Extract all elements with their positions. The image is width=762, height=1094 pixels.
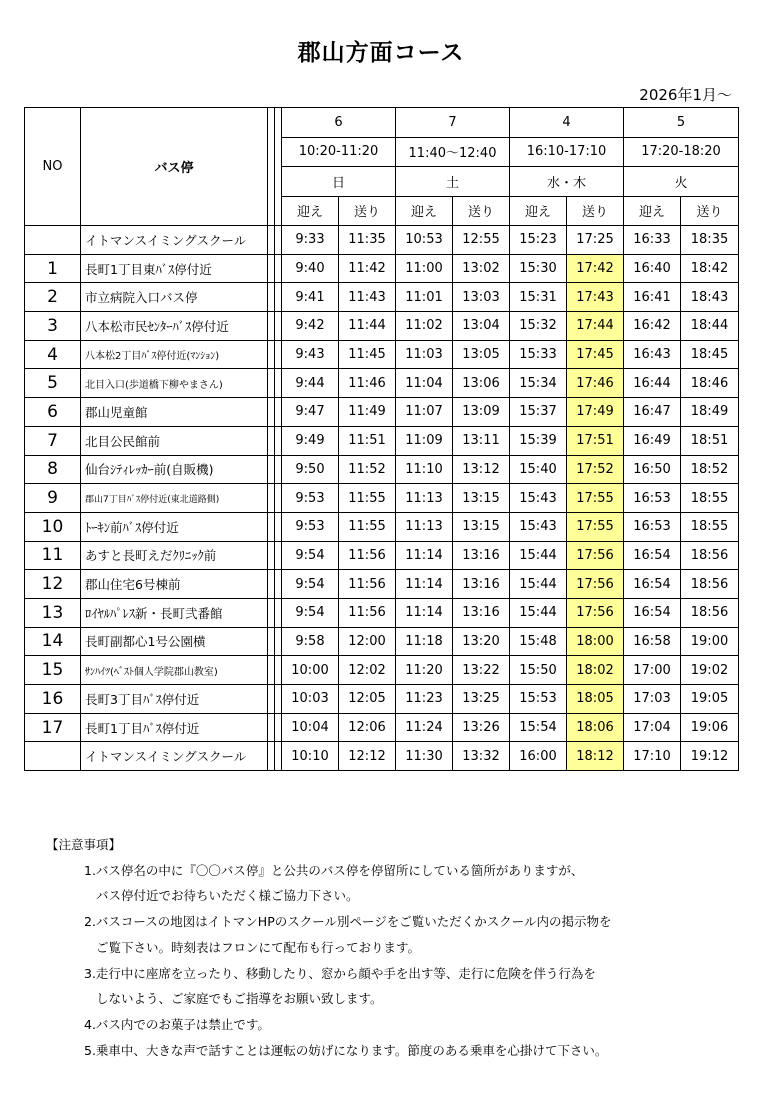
pickup-time: 11:07 [396, 398, 453, 427]
no-header: NO [25, 108, 81, 226]
dropoff-time: 18:00 [567, 627, 624, 656]
dropoff-time: 17:42 [567, 254, 624, 283]
stop-number: 17 [25, 713, 81, 742]
stop-number: 12 [25, 570, 81, 599]
pickup-time: 11:13 [396, 484, 453, 513]
pickup-time: 16:42 [624, 312, 681, 341]
table-row [25, 541, 739, 570]
dropoff-time: 18:05 [567, 685, 624, 714]
dropoff-time: 11:49 [339, 398, 396, 427]
table-row [25, 685, 739, 714]
table-row [25, 656, 739, 685]
separator [275, 541, 282, 570]
pickup-time: 17:03 [624, 685, 681, 714]
stop-number: 13 [25, 598, 81, 627]
pickup-time: 9:40 [282, 254, 339, 283]
pickup-time: 11:24 [396, 713, 453, 742]
pickup-time: 17:00 [624, 656, 681, 685]
dropoff-time: 19:00 [681, 627, 739, 656]
dropoff-time: 18:52 [681, 455, 739, 484]
dropoff-time: 13:02 [453, 254, 510, 283]
stop-number: 15 [25, 656, 81, 685]
note-line: 2.バスコースの地図はイトマンHPのスクール別ページをご覧いただくかスクール内の掲示物を [84, 914, 612, 930]
dropoff-time: 18:56 [681, 541, 739, 570]
separator [268, 541, 275, 570]
course-day: 日 [282, 167, 396, 197]
stop-number [25, 742, 81, 771]
pickup-time: 10:03 [282, 685, 339, 714]
note-line: バス停付近でお待ちいただく様ご協力下さい。 [96, 888, 359, 904]
note-line: しないよう、ご家庭でもご指導をお願い致します。 [96, 991, 383, 1007]
dropoff-time: 13:04 [453, 312, 510, 341]
dropoff-header: 送り [567, 196, 624, 226]
pickup-time: 17:04 [624, 713, 681, 742]
pickup-header: 迎え [282, 196, 339, 226]
table-row [25, 742, 739, 771]
pickup-time: 16:40 [624, 254, 681, 283]
effective-date: 2026年1月～ [639, 86, 732, 104]
pickup-time: 9:50 [282, 455, 339, 484]
pickup-header: 迎え [510, 196, 567, 226]
pickup-time: 15:40 [510, 455, 567, 484]
table-row [25, 369, 739, 398]
dropoff-time: 11:44 [339, 312, 396, 341]
separator [268, 627, 275, 656]
separator [268, 226, 275, 255]
separator [268, 340, 275, 369]
stop-name: 八本松2丁目ﾊﾞｽ停付近(ﾏﾝｼｮﾝ) [81, 340, 268, 369]
dropoff-time: 17:55 [567, 484, 624, 513]
separator [268, 426, 275, 455]
pickup-time: 15:44 [510, 541, 567, 570]
dropoff-time: 17:52 [567, 455, 624, 484]
pickup-time: 15:43 [510, 484, 567, 513]
pickup-time: 16:44 [624, 369, 681, 398]
separator [275, 340, 282, 369]
dropoff-time: 17:43 [567, 283, 624, 312]
pickup-time: 9:33 [282, 226, 339, 255]
pickup-time: 16:53 [624, 512, 681, 541]
stop-name: 長町副都心1号公園横 [81, 627, 268, 656]
course-number: 7 [396, 108, 510, 138]
dropoff-time: 13:06 [453, 369, 510, 398]
pickup-time: 15:33 [510, 340, 567, 369]
pickup-time: 16:47 [624, 398, 681, 427]
course-number: 6 [282, 108, 396, 138]
dropoff-time: 18:44 [681, 312, 739, 341]
note-line: ご覧下さい。時刻表はフロンにて配布も行っております。 [96, 939, 421, 955]
pickup-time: 10:00 [282, 656, 339, 685]
course-day: 火 [624, 167, 739, 197]
pickup-time: 15:39 [510, 426, 567, 455]
dropoff-time: 11:51 [339, 426, 396, 455]
separator [275, 512, 282, 541]
pickup-time: 11:10 [396, 455, 453, 484]
pickup-time: 16:58 [624, 627, 681, 656]
dropoff-time: 11:46 [339, 369, 396, 398]
stop-header: バス停 [81, 108, 268, 226]
pickup-time: 11:01 [396, 283, 453, 312]
pickup-time: 9:54 [282, 541, 339, 570]
stop-number: 10 [25, 512, 81, 541]
stop-number: 9 [25, 484, 81, 513]
pickup-time: 16:53 [624, 484, 681, 513]
separator [275, 108, 282, 226]
stop-name: 郡山児童館 [81, 398, 268, 427]
dropoff-time: 11:55 [339, 484, 396, 513]
separator [275, 283, 282, 312]
dropoff-time: 19:05 [681, 685, 739, 714]
pickup-time: 11:02 [396, 312, 453, 341]
page-title: 郡山方面コース [297, 40, 465, 66]
pickup-time: 15:54 [510, 713, 567, 742]
pickup-time: 9:42 [282, 312, 339, 341]
table-row [25, 484, 739, 513]
pickup-time: 11:14 [396, 598, 453, 627]
pickup-time: 9:49 [282, 426, 339, 455]
course-time: 10:20-11:20 [282, 137, 396, 167]
separator [268, 455, 275, 484]
separator [275, 455, 282, 484]
pickup-time: 16:41 [624, 283, 681, 312]
dropoff-time: 13:15 [453, 512, 510, 541]
dropoff-time: 13:16 [453, 570, 510, 599]
dropoff-time: 12:06 [339, 713, 396, 742]
dropoff-time: 18:55 [681, 484, 739, 513]
pickup-time: 15:23 [510, 226, 567, 255]
pickup-time: 15:32 [510, 312, 567, 341]
separator [268, 484, 275, 513]
course-number: 4 [510, 108, 624, 138]
table-row [25, 312, 739, 341]
stop-number: 14 [25, 627, 81, 656]
dropoff-time: 12:02 [339, 656, 396, 685]
pickup-time: 11:30 [396, 742, 453, 771]
pickup-time: 16:54 [624, 598, 681, 627]
stop-number: 4 [25, 340, 81, 369]
pickup-time: 9:47 [282, 398, 339, 427]
dropoff-time: 13:32 [453, 742, 510, 771]
course-time: 16:10-17:10 [510, 137, 624, 167]
note-line: 3.走行中に座席を立ったり、移動したり、窓から顔や手を出す等、走行に危険を伴う行為を [84, 965, 596, 981]
pickup-time: 16:43 [624, 340, 681, 369]
separator [275, 656, 282, 685]
pickup-time: 15:34 [510, 369, 567, 398]
dropoff-time: 18:43 [681, 283, 739, 312]
pickup-time: 17:10 [624, 742, 681, 771]
table-row [25, 713, 739, 742]
dropoff-header: 送り [453, 196, 510, 226]
stop-name: 八本松市民ｾﾝﾀｰﾊﾞｽ停付近 [81, 312, 268, 341]
separator [268, 108, 275, 226]
dropoff-time: 12:05 [339, 685, 396, 714]
notes-section [46, 832, 612, 1063]
pickup-time: 11:18 [396, 627, 453, 656]
pickup-time: 11:20 [396, 656, 453, 685]
table-row [25, 455, 739, 484]
stop-number: 1 [25, 254, 81, 283]
separator [268, 512, 275, 541]
pickup-time: 16:54 [624, 570, 681, 599]
stop-name: ﾛｲﾔﾙﾊﾟﾚｽ新・長町弐番館 [81, 598, 268, 627]
pickup-time: 15:53 [510, 685, 567, 714]
dropoff-time: 13:16 [453, 541, 510, 570]
dropoff-time: 18:35 [681, 226, 739, 255]
dropoff-time: 11:42 [339, 254, 396, 283]
dropoff-time: 13:12 [453, 455, 510, 484]
pickup-time: 9:54 [282, 598, 339, 627]
stop-number: 2 [25, 283, 81, 312]
pickup-time: 11:13 [396, 512, 453, 541]
separator [268, 369, 275, 398]
dropoff-time: 17:49 [567, 398, 624, 427]
pickup-time: 11:14 [396, 570, 453, 599]
pickup-time: 15:31 [510, 283, 567, 312]
table-row [25, 426, 739, 455]
stop-name: あすと長町えだｸﾘﾆｯｸ前 [81, 541, 268, 570]
note-line: 5.乗車中、大きな声で話すことは運転の妨げになります。節度のある乗車を心掛けて下さい。 [84, 1042, 608, 1058]
dropoff-time: 11:45 [339, 340, 396, 369]
dropoff-time: 13:11 [453, 426, 510, 455]
pickup-time: 9:53 [282, 512, 339, 541]
dropoff-time: 11:55 [339, 512, 396, 541]
stop-number [25, 226, 81, 255]
dropoff-time: 11:56 [339, 570, 396, 599]
pickup-time: 16:50 [624, 455, 681, 484]
separator [268, 656, 275, 685]
dropoff-time: 18:49 [681, 398, 739, 427]
pickup-time: 15:50 [510, 656, 567, 685]
separator [275, 713, 282, 742]
separator [275, 369, 282, 398]
dropoff-time: 17:51 [567, 426, 624, 455]
dropoff-time: 17:45 [567, 340, 624, 369]
pickup-time: 9:41 [282, 283, 339, 312]
pickup-time: 16:49 [624, 426, 681, 455]
course-day: 水・木 [510, 167, 624, 197]
stop-number: 7 [25, 426, 81, 455]
pickup-header: 迎え [396, 196, 453, 226]
dropoff-time: 13:20 [453, 627, 510, 656]
separator [268, 713, 275, 742]
stop-number: 5 [25, 369, 81, 398]
dropoff-time: 18:55 [681, 512, 739, 541]
pickup-time: 11:14 [396, 541, 453, 570]
separator [275, 685, 282, 714]
pickup-time: 16:00 [510, 742, 567, 771]
separator [268, 742, 275, 771]
pickup-time: 15:43 [510, 512, 567, 541]
pickup-time: 11:23 [396, 685, 453, 714]
separator [268, 283, 275, 312]
dropoff-time: 17:25 [567, 226, 624, 255]
dropoff-header: 送り [339, 196, 396, 226]
dropoff-time: 11:56 [339, 598, 396, 627]
stop-name: 長町3丁目ﾊﾞｽ停付近 [81, 685, 268, 714]
pickup-time: 10:10 [282, 742, 339, 771]
stop-name: 郡山7丁目ﾊﾞｽ停付近(東北道路側) [81, 484, 268, 513]
dropoff-time: 19:12 [681, 742, 739, 771]
table-row [25, 627, 739, 656]
dropoff-time: 11:52 [339, 455, 396, 484]
separator [275, 254, 282, 283]
course-number: 5 [624, 108, 739, 138]
pickup-time: 15:37 [510, 398, 567, 427]
dropoff-time: 13:05 [453, 340, 510, 369]
dropoff-time: 17:44 [567, 312, 624, 341]
stop-name: ﾄｰｷﾝ前ﾊﾞｽ停付近 [81, 512, 268, 541]
dropoff-time: 18:02 [567, 656, 624, 685]
dropoff-time: 17:56 [567, 541, 624, 570]
table-row [25, 254, 739, 283]
dropoff-time: 13:16 [453, 598, 510, 627]
pickup-header: 迎え [624, 196, 681, 226]
dropoff-time: 11:35 [339, 226, 396, 255]
dropoff-time: 12:55 [453, 226, 510, 255]
stop-name: イトマンスイミングスクール [81, 742, 268, 771]
dropoff-header: 送り [681, 196, 739, 226]
stop-name: 仙台ｼﾃｨﾚｯｶｰ前(自販機) [81, 455, 268, 484]
separator [275, 627, 282, 656]
dropoff-time: 18:42 [681, 254, 739, 283]
separator [268, 398, 275, 427]
dropoff-time: 18:51 [681, 426, 739, 455]
course-time: 17:20-18:20 [624, 137, 739, 167]
dropoff-time: 18:56 [681, 598, 739, 627]
pickup-time: 9:53 [282, 484, 339, 513]
dropoff-time: 11:56 [339, 541, 396, 570]
stop-number: 8 [25, 455, 81, 484]
dropoff-time: 12:12 [339, 742, 396, 771]
separator [275, 484, 282, 513]
notes-heading: 【注意事項】 [46, 837, 122, 852]
dropoff-time: 19:06 [681, 713, 739, 742]
table-row [25, 340, 739, 369]
pickup-time: 11:09 [396, 426, 453, 455]
course-time: 11:40～12:40 [396, 137, 510, 167]
table-row [25, 226, 739, 255]
dropoff-time: 17:56 [567, 570, 624, 599]
stop-name: 長町1丁目ﾊﾞｽ停付近 [81, 713, 268, 742]
separator [275, 426, 282, 455]
separator [268, 570, 275, 599]
stop-name: 北目公民館前 [81, 426, 268, 455]
dropoff-time: 17:55 [567, 512, 624, 541]
stop-name: 北目入口(歩道橋下柳やまさん) [81, 369, 268, 398]
stop-number: 3 [25, 312, 81, 341]
pickup-time: 15:44 [510, 598, 567, 627]
stop-name: 郡山住宅6号棟前 [81, 570, 268, 599]
stop-name: イトマンスイミングスクール [81, 226, 268, 255]
stop-name: 市立病院入口バス停 [81, 283, 268, 312]
pickup-time: 9:43 [282, 340, 339, 369]
pickup-time: 9:44 [282, 369, 339, 398]
separator [275, 312, 282, 341]
dropoff-time: 13:25 [453, 685, 510, 714]
separator [275, 598, 282, 627]
stop-number: 11 [25, 541, 81, 570]
header-row-course [25, 108, 739, 138]
table-row [25, 598, 739, 627]
pickup-time: 11:03 [396, 340, 453, 369]
pickup-time: 15:44 [510, 570, 567, 599]
stop-name: ｻﾝﾊｲﾂ(ﾍﾞｽﾄ個人学院郡山教室) [81, 656, 268, 685]
table-row [25, 512, 739, 541]
pickup-time: 9:54 [282, 570, 339, 599]
dropoff-time: 13:15 [453, 484, 510, 513]
dropoff-time: 19:02 [681, 656, 739, 685]
dropoff-time: 17:46 [567, 369, 624, 398]
dropoff-time: 13:22 [453, 656, 510, 685]
pickup-time: 11:00 [396, 254, 453, 283]
dropoff-time: 18:56 [681, 570, 739, 599]
dropoff-time: 13:03 [453, 283, 510, 312]
pickup-time: 11:04 [396, 369, 453, 398]
separator [275, 742, 282, 771]
separator [268, 685, 275, 714]
dropoff-time: 18:12 [567, 742, 624, 771]
dropoff-time: 18:46 [681, 369, 739, 398]
dropoff-time: 13:26 [453, 713, 510, 742]
dropoff-time: 12:00 [339, 627, 396, 656]
pickup-time: 10:04 [282, 713, 339, 742]
dropoff-time: 11:43 [339, 283, 396, 312]
stop-name: 長町1丁目東ﾊﾞｽ停付近 [81, 254, 268, 283]
pickup-time: 15:30 [510, 254, 567, 283]
separator [275, 226, 282, 255]
pickup-time: 15:48 [510, 627, 567, 656]
dropoff-time: 13:09 [453, 398, 510, 427]
separator [268, 598, 275, 627]
timetable [24, 107, 739, 771]
separator [275, 398, 282, 427]
course-day: 土 [396, 167, 510, 197]
dropoff-time: 17:56 [567, 598, 624, 627]
dropoff-time: 18:06 [567, 713, 624, 742]
pickup-time: 9:58 [282, 627, 339, 656]
table-row [25, 283, 739, 312]
separator [268, 254, 275, 283]
dropoff-time: 18:45 [681, 340, 739, 369]
pickup-time: 16:54 [624, 541, 681, 570]
stop-number: 6 [25, 398, 81, 427]
separator [268, 312, 275, 341]
separator [275, 570, 282, 599]
stop-number: 16 [25, 685, 81, 714]
table-row [25, 398, 739, 427]
pickup-time: 16:33 [624, 226, 681, 255]
note-line: 1.バス停名の中に『〇〇バス停』と公共のバス停を停留所にしている箇所がありますが、 [84, 862, 584, 878]
table-row [25, 570, 739, 599]
note-line: 4.バス内でのお菓子は禁止です。 [84, 1016, 270, 1032]
pickup-time: 10:53 [396, 226, 453, 255]
